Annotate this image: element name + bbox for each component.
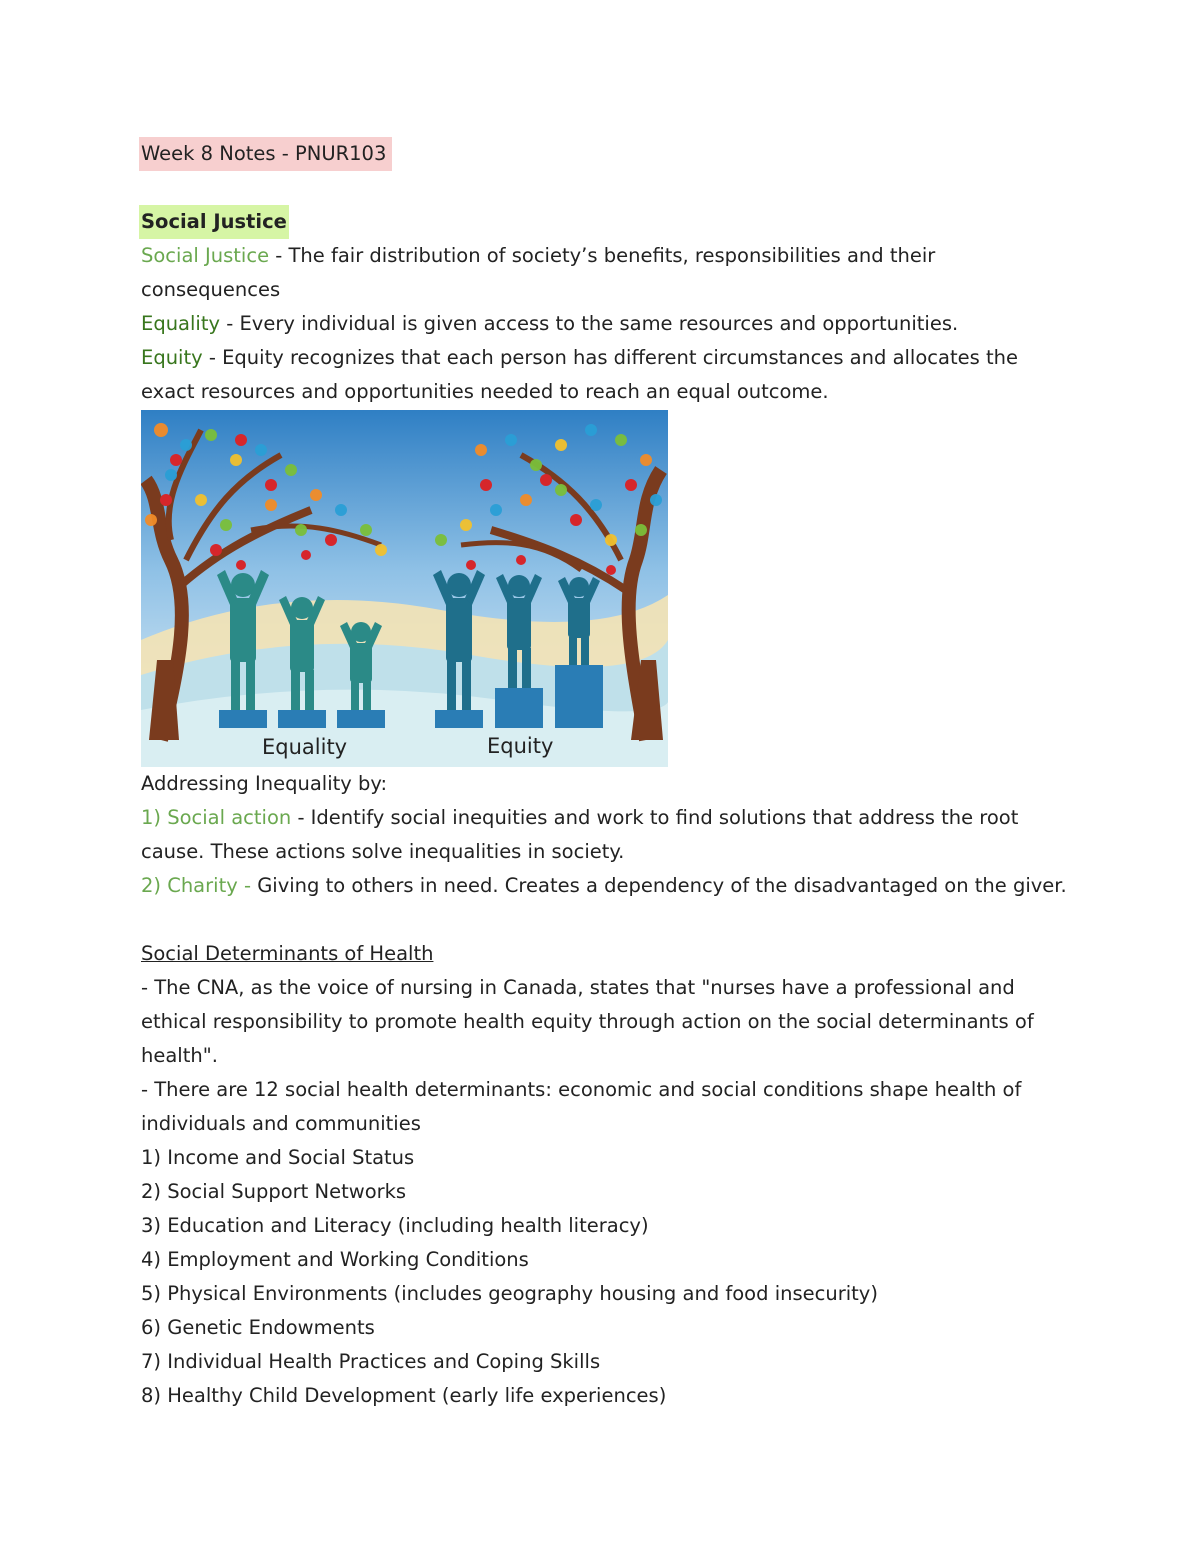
action-text: - Identify social inequities and work to find solutions that address the root cause. These actions solve inequalities in society. [141,806,1019,863]
definition-text: - Every individual is given access to the same resources and opportunities. [220,312,959,335]
list-item: 1) Income and Social Status [141,1146,415,1169]
definition-text: - Equity recognizes that each person has different circumstances and allocates the exact resources and opportunities needed to reach an equal outcome. [141,346,1018,403]
action-text: Giving to others in need. Creates a dependency of the disadvantaged on the giver. [251,874,1067,897]
term-equality: Equality [141,312,221,335]
addressing-title: Addressing Inequality by: [141,772,388,795]
list-item: 7) Individual Health Practices and Coping Skills [141,1350,601,1373]
term-charity: 2) Charity - [141,874,251,897]
list-item: 5) Physical Environments (includes geography housing and food insecurity) [141,1282,878,1305]
equality-equity-illustration [141,410,668,767]
list-item: 6) Genetic Endowments [141,1316,375,1339]
list-item: 3) Education and Literacy (including health literacy) [141,1214,649,1237]
action-social-action [141,801,1071,869]
term-equity: Equity [141,346,203,369]
list-item: 4) Employment and Working Conditions [141,1248,529,1271]
paragraph-cna-statement: - The CNA, as the voice of nursing in Canada, states that "nurses have a professional and ethical responsibility to promote health equity through action on the social determinants of health". [141,976,1034,1067]
definition-equality [141,307,1071,341]
blank-line [141,171,1071,205]
definition-equity [141,341,1071,409]
section-heading-social-justice: Social Justice [139,205,289,239]
figure-label-equality: Equality [262,735,348,759]
section-heading-social-determinants: Social Determinants of Health [141,942,434,965]
blank-line [141,903,1071,937]
paragraph-twelve-determinants: - There are 12 social health determinants: economic and social conditions shape health of individuals and communities [141,1078,1022,1135]
definition-text: - The fair distribution of society’s benefits, responsibilities and their consequences [141,244,936,301]
term-social-action: 1) Social action [141,806,292,829]
action-charity [141,869,1071,903]
list-item: 8) Healthy Child Development (early life experiences) [141,1384,667,1407]
definition-social-justice [141,239,1071,307]
term-social-justice: Social Justice [141,244,270,267]
page-title: Week 8 Notes - PNUR103 [139,137,392,171]
document-body [141,137,1071,1413]
list-item: 2) Social Support Networks [141,1180,407,1203]
figure-label-equity: Equity [487,734,554,758]
equality-equity-image [141,410,668,767]
